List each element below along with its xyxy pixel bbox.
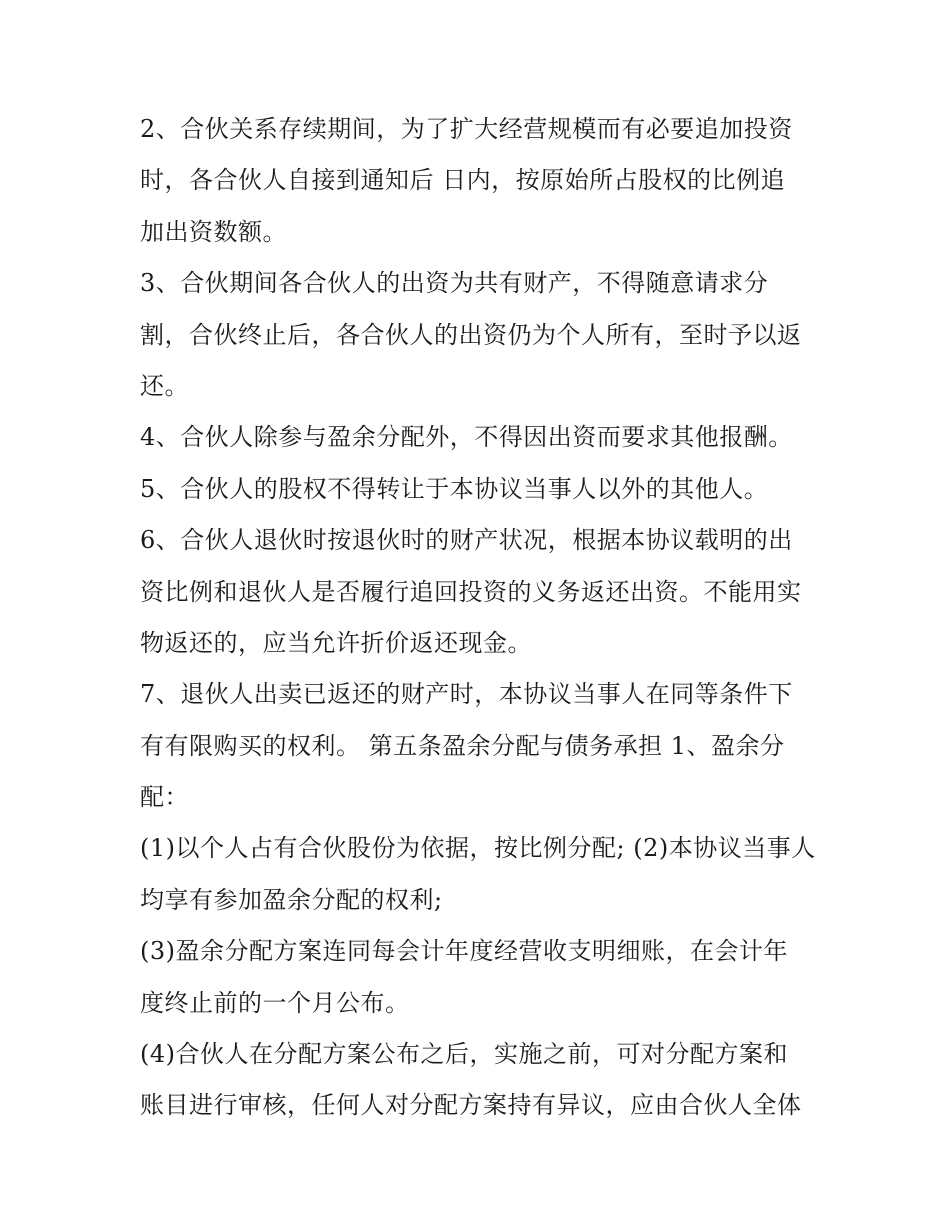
document-body — [140, 104, 820, 1132]
text-line: 有有限购买的权利。 第五条盈余分配与债务承担 1、盈余分 — [140, 731, 785, 760]
text-line: (3)盈余分配方案连同每会计年度经营收支明细账，在会计年 — [140, 937, 788, 966]
text-line: (4)合伙人在分配方案公布之后，实施之前，可对分配方案和 — [140, 1040, 788, 1069]
text-line: 配： — [140, 783, 189, 812]
text-line: 7、退伙人出卖已返还的财产时，本协议当事人在同等条件下 — [140, 680, 793, 709]
text-line: 账目进行审核，任何人对分配方案持有异议，应由合伙人全体 — [140, 1091, 802, 1120]
text-line: 2、合伙关系存续期间，为了扩大经营规模而有必要追加投资 — [140, 115, 793, 143]
text-line: 6、合伙人退伙时按退伙时的财产状况，根据本协议载明的出 — [140, 526, 793, 555]
text-line: 加出资数额。 — [140, 217, 287, 246]
text-line: 度终止前的一个月公布。 — [140, 988, 410, 1017]
text-line: 均享有参加盈余分配的权利; — [140, 885, 443, 914]
text-line: 5、合伙人的股权不得转让于本协议当事人以外的其他人。 — [140, 474, 769, 503]
text-line: 4、合伙人除参与盈余分配外，不得因出资而要求其他报酬。 — [140, 423, 793, 452]
text-line: 还。 — [140, 371, 189, 400]
text-line: (1)以个人占有合伙股份为依据，按比例分配; (2)本协议当事人 — [140, 834, 816, 863]
text-line: 时，各合伙人自接到通知后 日内，按原始所占股权的比例追 — [140, 166, 786, 195]
text-line: 资比例和退伙人是否履行追回投资的义务返还出资。不能用实 — [140, 577, 802, 606]
text-line: 割，合伙终止后，各合伙人的出资仍为个人所有，至时予以返 — [140, 320, 802, 349]
text-line: 3、合伙期间各合伙人的出资为共有财产，不得随意请求分 — [140, 269, 769, 298]
text-line: 物返还的，应当允许折价返还现金。 — [140, 628, 532, 657]
